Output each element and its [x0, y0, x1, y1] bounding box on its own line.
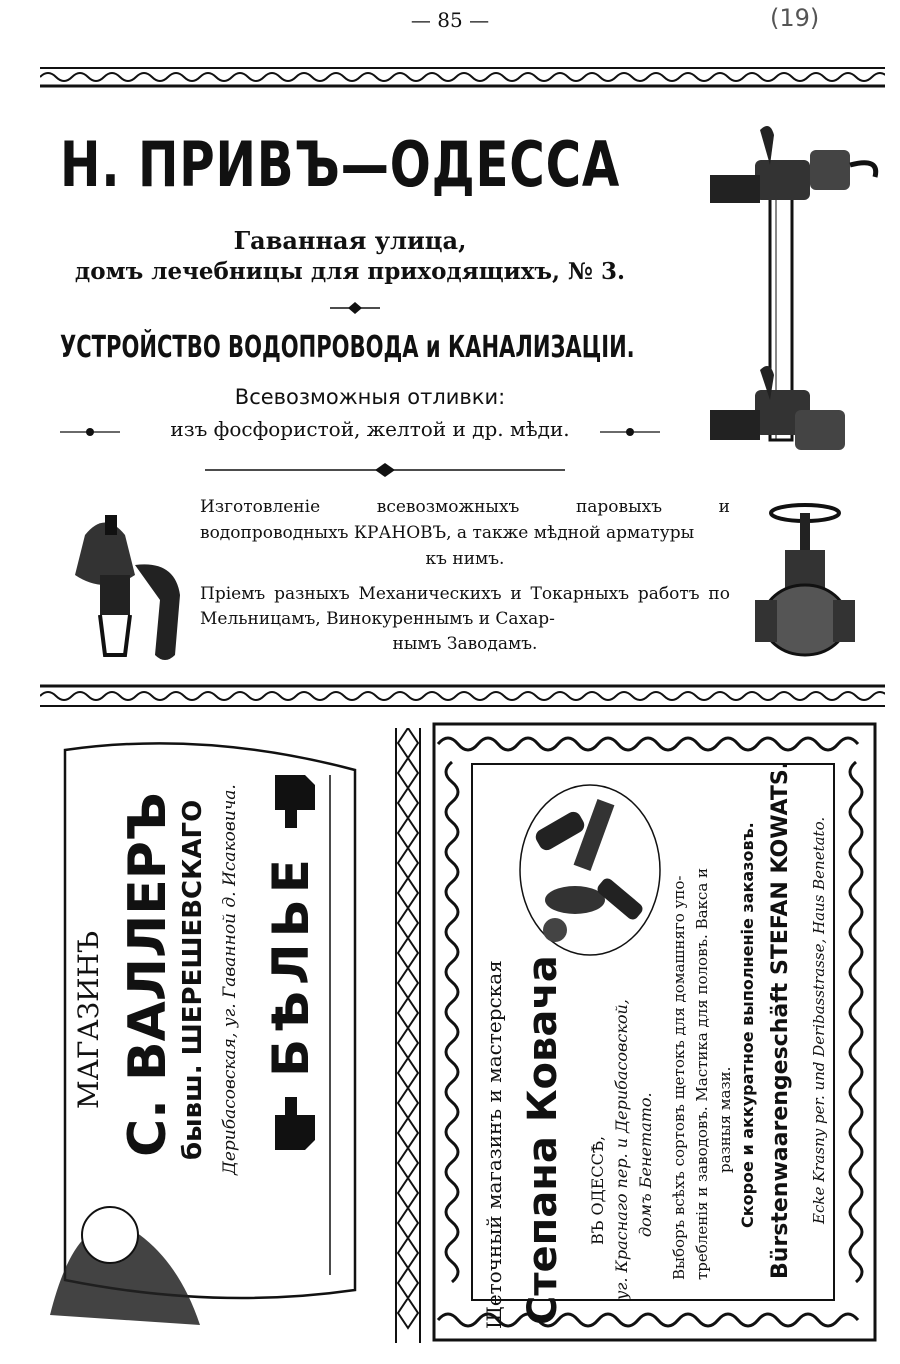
valve-illustration: [755, 495, 855, 665]
works-paragraph: [200, 582, 730, 657]
firm-title: Н. ПРИВЪ—ОДЕССА: [60, 128, 621, 201]
castings-line-2: изъ фосфористой, желтой и др. мѣди.: [170, 417, 570, 441]
service-heading: УСТРОЙСТВО ВОДОПРОВОДА и КАНАЛИЗАЦІИ.: [60, 330, 635, 365]
top-ornamental-border: [40, 62, 885, 90]
address-line-1: Гаванная улица,: [233, 226, 467, 255]
kovats-german-firm: Bürstenwaarengeschäft STEFAN KOWATS.: [768, 760, 793, 1280]
kovats-desc-3: разныя мази.: [716, 1066, 734, 1174]
divider-ornament: [205, 462, 565, 478]
works-text-end: нымъ Заводамъ.: [392, 634, 538, 654]
waller-address: Дерибасовская, уг. Гаванной д. Исаковича.: [220, 784, 240, 1176]
kovats-name: Степана Ковача: [520, 955, 566, 1325]
small-ornament: [330, 300, 380, 316]
kovats-address-2: домъ Бенетато.: [636, 1092, 655, 1238]
kovats-city: ВЪ ОДЕССѢ,: [588, 1135, 607, 1245]
waller-name: С. ВАЛЛЕРЪ: [118, 792, 178, 1158]
kovats-german-address: Ecke Krasny per. und Deribasstrasse, Haus Benetato.: [810, 816, 828, 1224]
page-number: — 85 —: [410, 8, 490, 32]
left-fleuron: [60, 425, 120, 439]
kovats-orders: Скорое и аккуратное выполненіе заказовъ.: [738, 822, 757, 1228]
waller-shop-label: МАГАЗИНЪ: [72, 930, 105, 1110]
kovats-shop-label: Щеточный магазинъ и мастерская: [482, 960, 506, 1330]
faucet-illustration: [65, 505, 195, 670]
pointing-hand-bottom-icon: [265, 1095, 325, 1165]
right-fleuron: [600, 425, 660, 439]
kovats-desc-1: Выборъ всѣхъ сортовъ щетокъ для домашняго упо-: [670, 875, 688, 1280]
pipe-tap-illustration: [700, 120, 880, 470]
handwritten-mark: (19): [770, 4, 820, 32]
cranes-text: Изготовленіе всевозможныхъ паровыхъ и водопроводныхъ КРАНОВЪ, а также мѣдной арматуры: [200, 497, 730, 543]
cranes-text-end: къ нимъ.: [425, 549, 505, 569]
vertical-ornament-column: [393, 728, 423, 1343]
cranes-paragraph: [200, 494, 730, 572]
brushes-illustration: [515, 780, 665, 960]
kovats-desc-2: требленія и заводовъ. Мастика для половъ. Вакса и: [693, 867, 711, 1280]
middle-ornamental-border: [40, 682, 885, 710]
works-text: Пріемъ разныхъ Механическихъ и Токарныхъ работъ по Мельницамъ, Винокуреннымъ и Сахар-: [200, 584, 730, 629]
castings-line-1: Всевозможныя отливки:: [234, 385, 506, 409]
pointing-hand-top-icon: [265, 760, 325, 830]
waller-goods: БѢЛЬЕ: [262, 853, 320, 1077]
address-line-2: домъ лечебницы для приходящихъ, № 3.: [74, 258, 626, 285]
waller-former: бывш. ШЕРЕШЕВСКАГО: [178, 799, 208, 1161]
kovats-address-1: уг. Краснаго пер. и Дерибасовской,: [612, 999, 631, 1301]
